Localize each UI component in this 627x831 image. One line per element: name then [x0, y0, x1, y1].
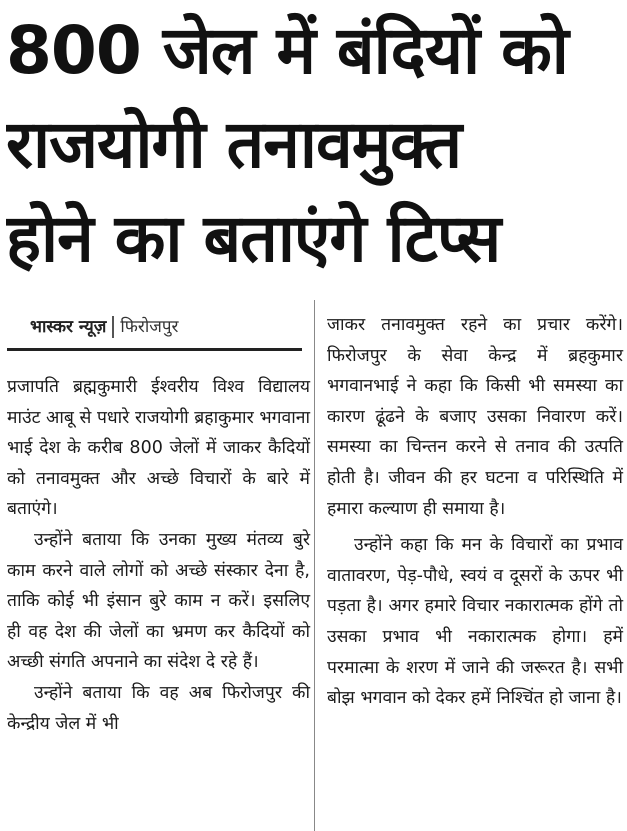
byline-separator: [112, 316, 114, 338]
headline: [6, 4, 621, 286]
column-divider: [314, 300, 315, 831]
left-paragraph-3: उन्होंने बताया कि वह अब फिरोजपुर की केन्द्रीय जेल में भी: [7, 682, 310, 734]
byline: [30, 312, 178, 342]
left-paragraph-1: प्रजापति ब्रह्मकुमारी ईश्वरीय विश्व विद्यालय माउंट आबू से पधारे राजयोगी ब्रहाकुमार भगवाना भाई देश के करीब 800 जेलों में जाकर कैदियों को तनावमुक्त और अच्छे विचारों के बारे में बताएंगे।: [7, 377, 310, 520]
byline-rule: [7, 348, 302, 351]
article-left-column: [7, 372, 310, 739]
headline-line-3: होने का बताएंगे टिप्स: [6, 200, 501, 277]
byline-city: फिरोजपुर: [120, 317, 179, 337]
left-paragraph-2: उन्होंने बताया कि उनका मुख्य मंतव्य बुरे काम करने वाले लोगों को अच्छे संस्कार देना है, ताकि कोई भी इंसान बुरे काम न करें। इसलिए ही वह देश की जेलों का भ्रमण कर कैदियों को अच्छी संगति अपनाने का संदेश दे रहे हैं।: [7, 529, 310, 673]
right-paragraph-2: उन्होंने कहा कि मन के विचारों का प्रभाव वातावरण, पेड़-पौधे, स्वयं व दूसरों के ऊपर भी पड़ता है। अगर हमारे विचार नकारात्मक होंगे तो उसका प्रभाव भी नकारात्मक होगा। हमें परमात्मा के शरण में जाने की जरूरत है। सभी बोझ भगवान को देकर हमें निश्चिंत हो जाना है।: [327, 535, 623, 709]
headline-line-2: राजयोगी तनावमुक्त: [6, 106, 462, 183]
headline-line-1: 800 जेल में बंदियों को: [6, 12, 568, 89]
right-paragraph-1: जाकर तनावमुक्त रहने का प्रचार करेंगे। फिरोजपुर के सेवा केन्द्र में ब्रहकुमार भगवानभाई ने कहा कि किसी भी समस्या का कारण ढूंढने के बजाए उसका निवारण करें। समस्या का चिन्तन करने से तनाव की उत्पति होती है। जीवन की हर घटना व परिस्थिति में हमारा कल्याण ही समाया है।: [327, 315, 623, 519]
article-right-column: [327, 310, 623, 714]
byline-source: भास्कर न्यूज़: [30, 317, 107, 337]
